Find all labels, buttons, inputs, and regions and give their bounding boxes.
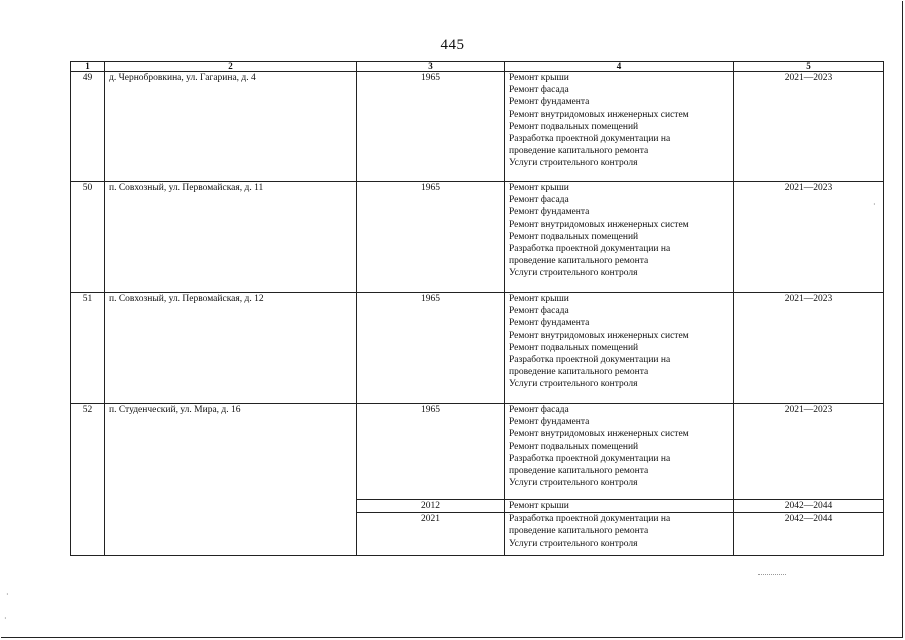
work-item: проведение капитального ремонта: [509, 466, 649, 477]
work-item: Ремонт крыши: [509, 294, 569, 304]
period-cell: 2021—2023: [734, 404, 884, 500]
year-cell: 1965: [357, 72, 505, 182]
period-cell: 2021—2023: [734, 293, 884, 404]
row-number: 52: [71, 404, 105, 556]
work-item: Ремонт подвальных помещений: [509, 121, 639, 132]
address-cell: п. Совхозный, ул. Первомайская, д. 12: [105, 293, 357, 404]
scan-mark-line: [758, 574, 786, 575]
work-item: Разработка проектной документации на: [509, 134, 671, 145]
work-item: Ремонт фундамента: [509, 318, 590, 329]
column-header-4: 4: [505, 62, 734, 72]
work-item: Ремонт подвальных помещений: [509, 342, 639, 353]
row-number: 49: [71, 72, 105, 182]
work-item: Услуги строительного контроля: [509, 268, 638, 279]
column-header-1: 1: [71, 62, 105, 72]
work-item: Разработка проектной документации на: [509, 514, 671, 525]
scan-speck: ·: [6, 590, 9, 599]
work-item: Ремонт внутридомовых инженерных систем: [509, 330, 689, 341]
year-cell: 1965: [357, 404, 505, 500]
header-row: [71, 62, 884, 72]
work-item: Ремонт внутридомовых инженерных систем: [509, 219, 689, 230]
year-cell: 2012: [357, 500, 505, 513]
work-item: проведение капитального ремонта: [509, 526, 649, 537]
work-item: Ремонт фундамента: [509, 97, 590, 108]
scan-speck: ·: [4, 614, 7, 623]
works-cell: [505, 72, 734, 182]
work-item: проведение капитального ремонта: [509, 256, 649, 267]
year-cell: 2021: [357, 513, 505, 556]
work-item: Ремонт фасада: [509, 405, 569, 415]
period-cell: 2021—2023: [734, 72, 884, 182]
work-item: Ремонт фундамента: [509, 417, 590, 428]
work-item: Разработка проектной документации на: [509, 355, 671, 366]
work-item: Разработка проектной документации на: [509, 453, 671, 464]
work-item: Услуги строительного контроля: [509, 478, 638, 489]
work-item: Услуги строительного контроля: [509, 538, 638, 549]
table-row: [71, 293, 884, 404]
work-item: Ремонт крыши: [509, 183, 569, 193]
work-item: Ремонт крыши: [509, 501, 569, 511]
period-cell: 2042—2044: [734, 513, 884, 556]
works-cell: [505, 293, 734, 404]
period-cell: 2042—2044: [734, 500, 884, 513]
work-item: Разработка проектной документации на: [509, 244, 671, 255]
work-item: Ремонт внутридомовых инженерных систем: [509, 109, 689, 120]
column-header-2: 2: [105, 62, 357, 72]
column-header-3: 3: [357, 62, 505, 72]
work-item: Ремонт внутридомовых инженерных систем: [509, 429, 689, 440]
row-number: 51: [71, 293, 105, 404]
column-header-5: 5: [734, 62, 884, 72]
repair-schedule-table: [70, 61, 884, 556]
work-item: Услуги строительного контроля: [509, 379, 638, 390]
table-row: [71, 182, 884, 293]
table-row: [71, 72, 884, 182]
work-item: Ремонт фасада: [509, 306, 569, 317]
work-item: Услуги строительного контроля: [509, 158, 638, 169]
address-cell: п. Совхозный, ул. Первомайская, д. 11: [105, 182, 357, 293]
period-cell: 2021—2023: [734, 182, 884, 293]
work-item: проведение капитального ремонта: [509, 146, 649, 157]
scan-speck: ·: [873, 200, 876, 209]
address-cell: п. Студенческий, ул. Мира, д. 16: [105, 404, 357, 556]
works-cell: [505, 513, 734, 556]
work-item: Ремонт фасада: [509, 85, 569, 96]
row-number: 50: [71, 182, 105, 293]
work-item: Ремонт фундамента: [509, 207, 590, 218]
work-item: Ремонт подвальных помещений: [509, 231, 639, 242]
works-cell: [505, 500, 734, 513]
address-cell: д. Чернобровкина, ул. Гагарина, д. 4: [105, 72, 357, 182]
work-item: Ремонт фасада: [509, 195, 569, 206]
work-item: Ремонт крыши: [509, 73, 569, 83]
table-row: [71, 404, 884, 500]
works-cell: [505, 404, 734, 500]
works-cell: [505, 182, 734, 293]
work-item: проведение капитального ремонта: [509, 367, 649, 378]
work-item: Ремонт подвальных помещений: [509, 441, 639, 452]
page-number: 445: [440, 37, 465, 53]
year-cell: 1965: [357, 182, 505, 293]
year-cell: 1965: [357, 293, 505, 404]
